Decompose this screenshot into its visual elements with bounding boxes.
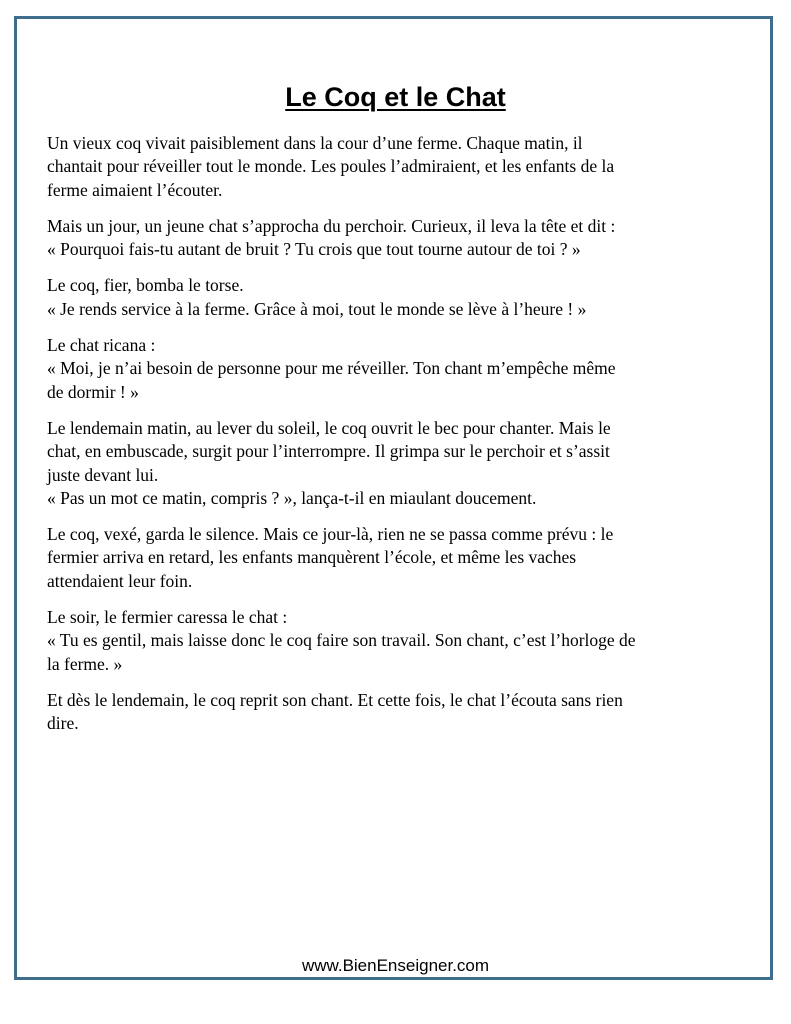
text-line: chat, en embuscade, surgit pour l’interrompre. Il grimpa sur le perchoir et s’assit <box>47 441 610 462</box>
text-line: Le chat ricana : <box>47 335 156 356</box>
paragraph <box>47 215 747 262</box>
text-line: attendaient leur foin. <box>47 570 193 591</box>
text-line: Un vieux coq vivait paisiblement dans la cour d’une ferme. Chaque matin, il <box>47 133 583 153</box>
text-line: Le soir, le fermier caressa le chat : <box>47 607 288 628</box>
text-line: « Pourquoi fais-tu autant de bruit ? Tu crois que tout tourne autour de toi ? » <box>47 239 581 260</box>
story-body <box>47 132 747 749</box>
text-line: juste devant lui. <box>47 464 159 485</box>
text-line: de dormir ! » <box>47 381 139 402</box>
text-line: dire. <box>47 713 79 734</box>
paragraph <box>47 274 747 321</box>
text-line: Et dès le lendemain, le coq reprit son chant. Et cette fois, le chat l’écouta sans rien <box>47 689 623 710</box>
text-line: ferme aimaient l’écouter. <box>47 179 223 200</box>
paragraph <box>47 523 747 593</box>
text-line: la ferme. » <box>47 653 123 674</box>
text-line: « Pas un mot ce matin, compris ? », lança-t-il en miaulant doucement. <box>47 487 537 508</box>
text-line: chantait pour réveiller tout le monde. Les poules l’admiraient, et les enfants de la <box>47 156 615 177</box>
page-title: Le Coq et le Chat <box>285 82 506 112</box>
text-line: Le lendemain matin, au lever du soleil, le coq ouvrit le bec pour chanter. Mais le <box>47 417 611 438</box>
paragraph <box>47 417 747 510</box>
paragraph <box>47 689 747 736</box>
text-line: Mais un jour, un jeune chat s’approcha du perchoir. Curieux, il leva la tête et dit : <box>47 215 616 236</box>
text-line: « Tu es gentil, mais laisse donc le coq faire son travail. Son chant, c’est l’horloge de <box>47 630 636 651</box>
text-line: Le coq, fier, bomba le torse. <box>47 275 244 296</box>
text-line: Le coq, vexé, garda le silence. Mais ce jour-là, rien ne se passa comme prévu : le <box>47 524 614 545</box>
text-line: fermier arriva en retard, les enfants manquèrent l’école, et même les vaches <box>47 547 577 568</box>
paragraph <box>47 606 747 676</box>
paragraph <box>47 334 747 404</box>
paragraph <box>47 132 747 202</box>
footer-website: www.BienEnseigner.com <box>301 956 490 975</box>
text-line: « Je rends service à la ferme. Grâce à moi, tout le monde se lève à l’heure ! » <box>47 298 587 319</box>
text-line: « Moi, je n’ai besoin de personne pour me réveiller. Ton chant m’empêche même <box>47 358 616 379</box>
